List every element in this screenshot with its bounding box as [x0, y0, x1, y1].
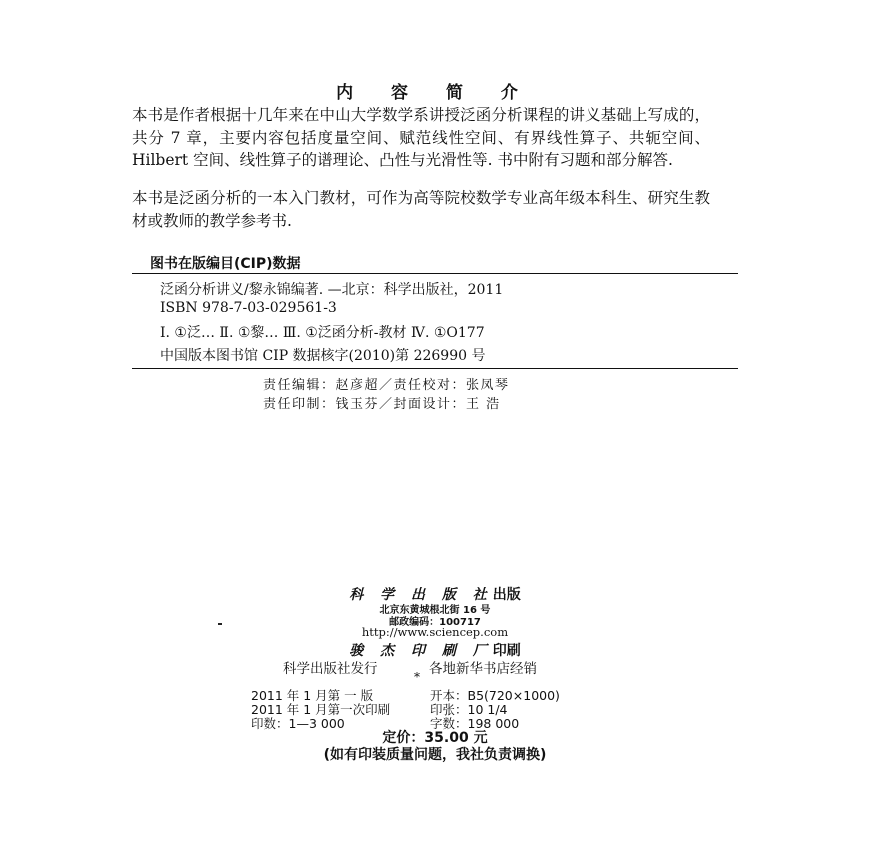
- cip-classification: Ⅰ. ①泛… Ⅱ. ①黎… Ⅲ. ①泛函分析-教材 Ⅳ. ①O177: [160, 325, 485, 341]
- publisher-name: 科 学 出 版 社: [349, 587, 493, 603]
- publisher-url: http://www.sciencep.com: [361, 625, 509, 639]
- cip-bottom-rule: [132, 368, 738, 369]
- publisher-postcode: 邮政编码：100717: [389, 617, 481, 628]
- publisher-address: 北京东黄城根北街 16 号: [379, 605, 491, 616]
- separator-star: *: [414, 670, 420, 684]
- print-sheets: 印张：10 1/4: [430, 702, 508, 717]
- word-count: 字数：198 000: [430, 716, 520, 731]
- quality-notice: (如有印装质量问题，我社负责调换): [323, 747, 547, 763]
- page-title: 内 容 简 介: [336, 83, 534, 103]
- price: 定价：35.00 元: [382, 730, 488, 746]
- editor-credits: 责任编辑：赵彦超／责任校对：张凤琴: [263, 378, 510, 393]
- print-date: 2011 年 1 月第一次印刷: [251, 702, 391, 717]
- production-credits: 责任印制：钱玉芬／封面设计：王 浩: [263, 397, 501, 412]
- cip-isbn: ISBN 978-7-03-029561-3: [160, 300, 337, 316]
- print-run: 印数：1—3 000: [251, 716, 345, 731]
- intro-paragraph-2: 本书是泛函分析的一本入门教材，可作为高等院校数学专业高年级本科生、研究生教材或教师的教学参考书.: [132, 189, 710, 230]
- cip-top-rule: [132, 273, 738, 274]
- printer-suffix: 印刷: [492, 643, 521, 659]
- cip-heading: 图书在版编目(CIP)数据: [150, 256, 301, 272]
- cip-record-number: 中国版本图书馆 CIP 数据核字(2010)第 226990 号: [160, 348, 486, 364]
- book-format: 开本：B5(720×1000): [430, 688, 560, 703]
- printer-name: 骏 杰 印 刷 厂: [349, 643, 493, 659]
- edition-date: 2011 年 1 月第 一 版: [251, 688, 374, 703]
- distributor: 科学出版社发行: [283, 661, 378, 677]
- intro-paragraph-1: 本书是作者根据十几年来在中山大学数学系讲授泛函分析课程的讲义基础上写成的，共分 7 章，主要内容包括度量空间、赋范线性空间、有界线性算子、共轭空间、Hilbert 空间、线性算子的谱理论、凸性与光滑性等. 书中附有习题和部分解答.: [132, 106, 710, 169]
- cip-title-line: 泛函分析讲义/黎永锦编著. —北京：科学出版社，2011: [160, 282, 504, 298]
- sellers: 各地新华书店经销: [429, 661, 537, 677]
- publisher-suffix: 出版: [492, 587, 521, 603]
